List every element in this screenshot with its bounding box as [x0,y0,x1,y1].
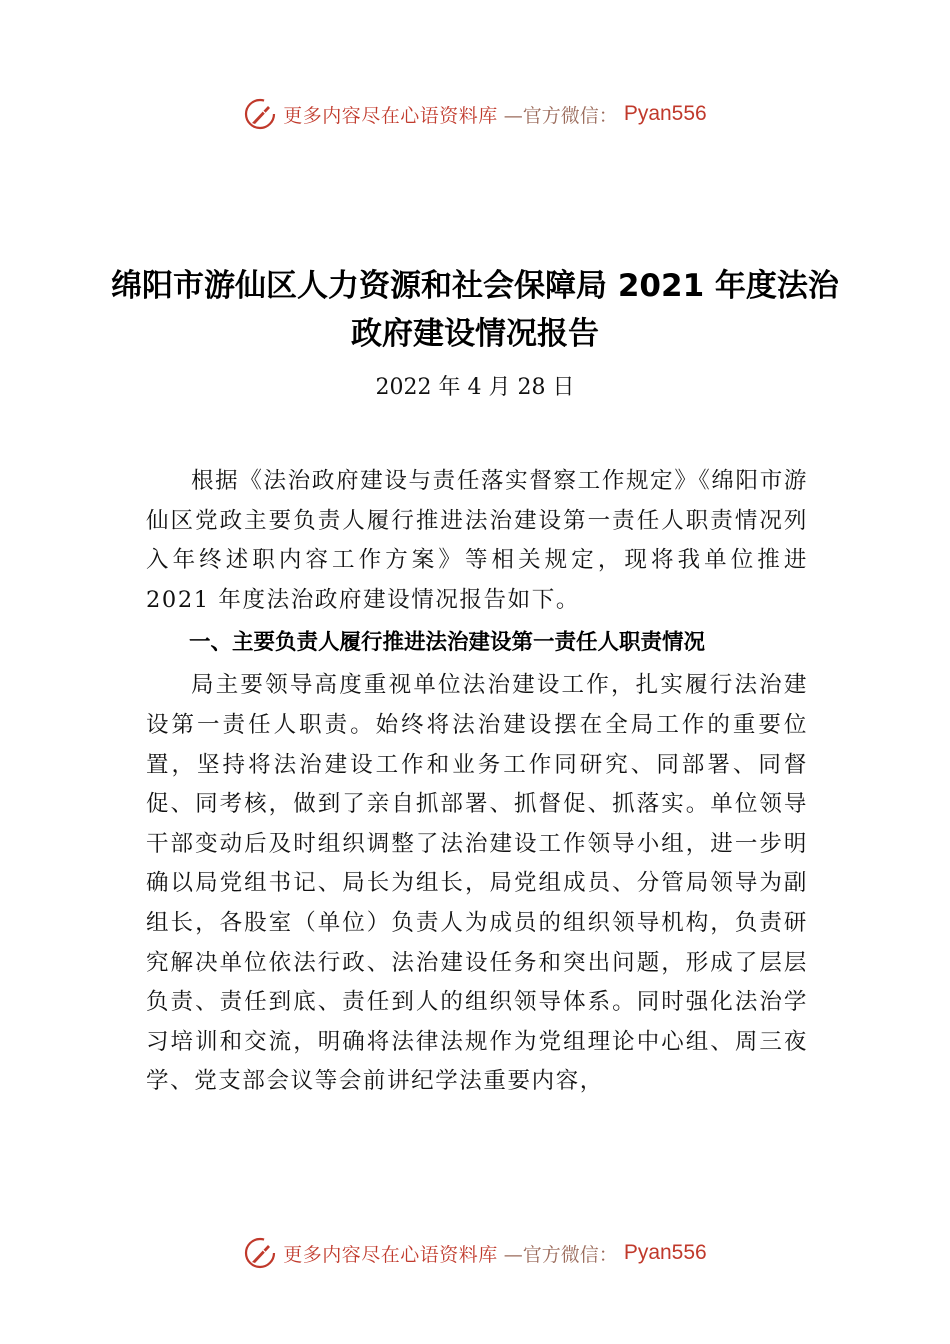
quill-circle-logo-icon [243,1236,277,1270]
document-body [146,462,808,1102]
document-date: 2022 年 4 月 28 日 [375,375,575,400]
intro-paragraph: 根据《法治政府建设与责任落实督察工作规定》《绵阳市游仙区党政主要负责人履行推进法治建设第一责任人职责情况列入年终述职内容工作方案》等相关规定，现将我单位推进 2021 年度法治政府建设情况报告如下。 [146,468,808,613]
document-title: 绵阳市游仙区人力资源和社会保障局 2021 年度法治政府建设情况报告 [111,268,839,352]
watermark-suffix: —官方微信： [503,104,618,127]
watermark-text: 更多内容尽在心语资料库 [283,1243,498,1266]
section-heading: 一、主要负责人履行推进法治建设第一责任人职责情况 [189,630,706,656]
watermark-suffix: —官方微信： [503,1243,618,1266]
watermark-wechat-id: Pyan556 [623,1241,707,1264]
footer-watermark-banner [0,1233,950,1273]
quill-circle-logo-icon [243,97,277,131]
watermark-text: 更多内容尽在心语资料库 [283,104,498,127]
header-watermark-banner [0,94,950,134]
watermark-wechat-id: Pyan556 [623,102,707,125]
section-paragraph: 局主要领导高度重视单位法治建设工作，扎实履行法治建设第一责任人职责。始终将法治建设摆在全局工作的重要位置，坚持将法治建设工作和业务工作同研究、同部署、同督促、同考核，做到了亲自抓部署、抓督促、抓落实。单位领导干部变动后及时组织调整了法治建设工作领导小组，进一步明确以局党组书记、局长为组长，局党组成员、分管局领导为副组长，各股室（单位）负责人为成员的组织领导机构，负责研究解决单位依法行政、法治建设任务和突出问题，形成了层层负责、责任到底、责任到人的组织领导体系。同时强化法治学习培训和交流，明确将法律法规作为党组理论中心组、周三夜学、党支部会议等会前讲纪学法重要内容， [146,672,808,1095]
